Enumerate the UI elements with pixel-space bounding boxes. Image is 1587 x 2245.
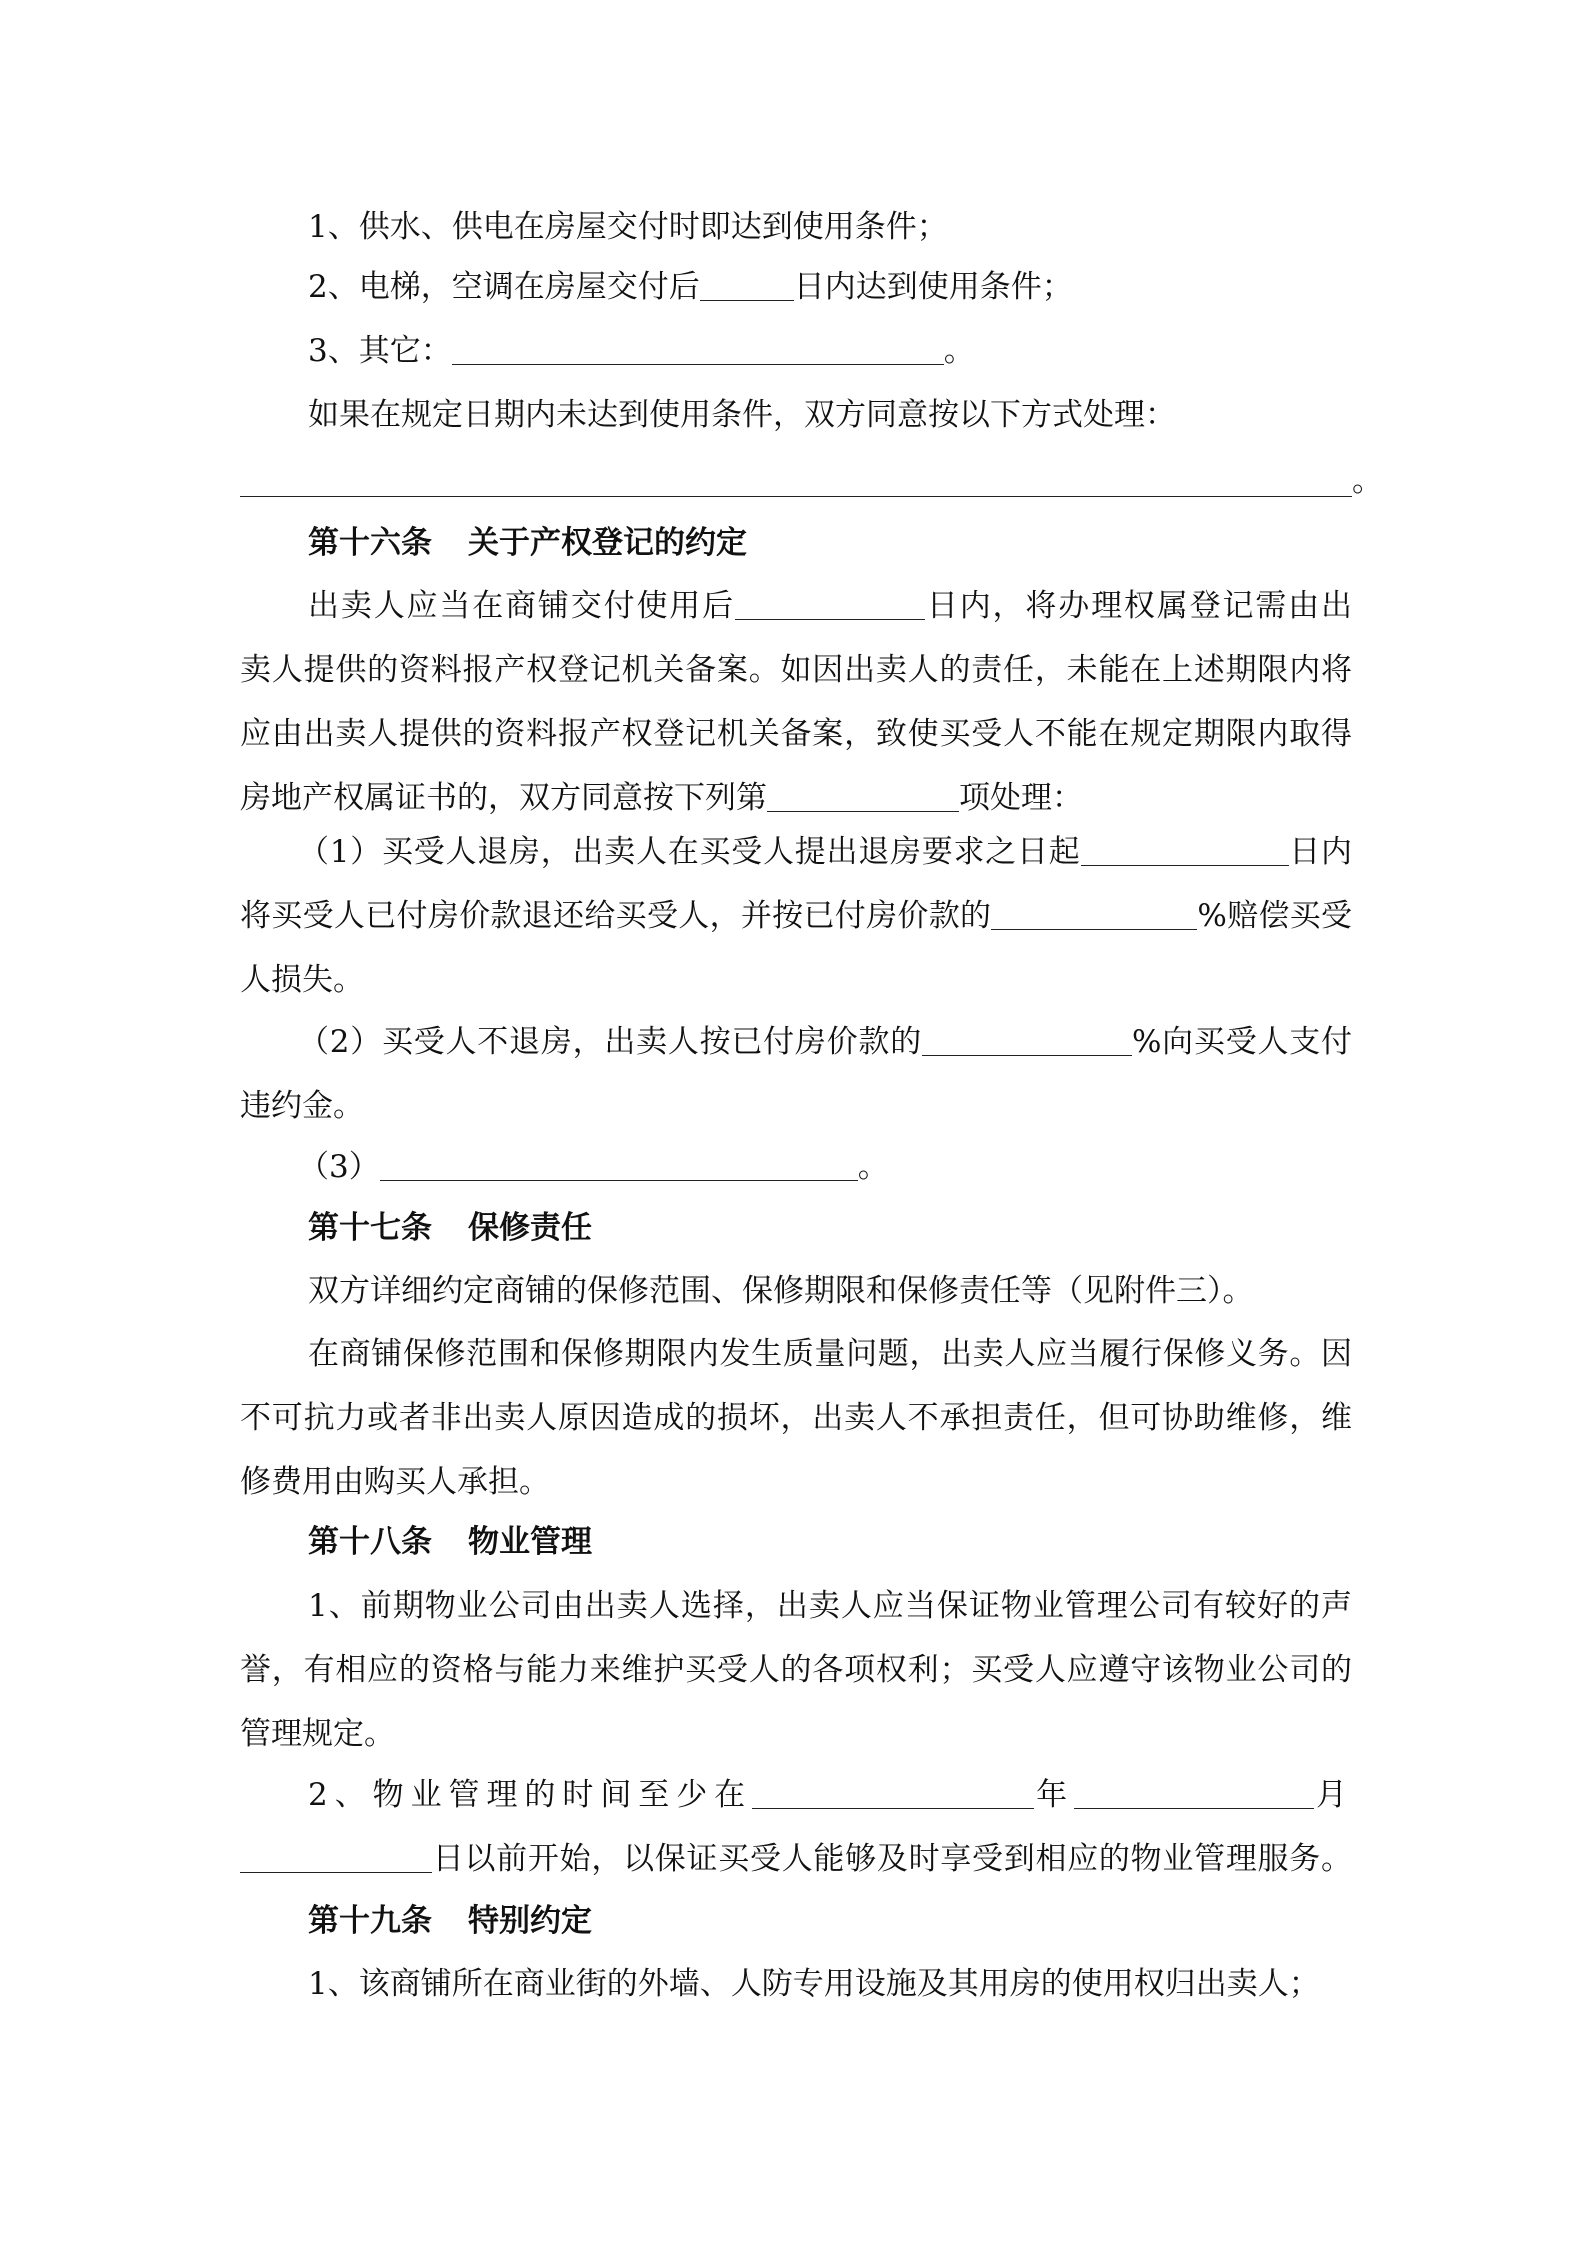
- text-line: 1、供水、供电在房屋交付时即达到使用条件；: [308, 209, 948, 245]
- fill-blank: [1081, 835, 1289, 866]
- text-segment: 3、其它：: [308, 333, 452, 369]
- fill-blank: [752, 1778, 1034, 1809]
- article-19-paragraph-1: [240, 1963, 1352, 2006]
- article-16-heading: [240, 522, 1352, 565]
- article-16-paragraph: [240, 585, 1352, 820]
- article-16-option-3: [240, 1146, 1352, 1189]
- fill-blank: [240, 1842, 432, 1873]
- article-16-option-2: [240, 1021, 1352, 1128]
- article-17-paragraph-1: [240, 1270, 1352, 1313]
- text-line: 在商铺保修范围和保修期限内发生质量问题，出卖人应当履行保修义务。因: [308, 1336, 1352, 1372]
- article-17-heading: [240, 1207, 1352, 1250]
- fill-blank: [991, 899, 1197, 930]
- article-18-heading: [240, 1521, 1352, 1564]
- text-segment: 。: [943, 333, 975, 369]
- text-segment: 项处理：: [959, 780, 1083, 816]
- text-segment: %赔偿买受: [1197, 898, 1352, 934]
- article-number: 第十七条: [308, 1210, 432, 1246]
- text-segment: 房地产权属证书的，双方同意按下列第: [240, 780, 767, 816]
- paragraph-handling-blank: [240, 460, 1383, 503]
- article-number: 第十九条: [308, 1903, 432, 1939]
- article-number: 第十八条: [308, 1524, 432, 1560]
- article-title: 保修责任: [468, 1210, 592, 1246]
- text-segment: （3）: [298, 1149, 380, 1185]
- text-line: 双方详细约定商铺的保修范围、保修期限和保修责任等（见附件三）。: [308, 1273, 1254, 1309]
- fill-blank: [380, 1150, 858, 1181]
- text-line: 修费用由购买人承担。: [240, 1464, 550, 1500]
- paragraph-other: [240, 330, 1352, 373]
- article-title: 关于产权登记的约定: [468, 525, 747, 561]
- text-line: 管理规定。: [240, 1716, 395, 1752]
- text-segment: （1）买受人退房，出卖人在买受人提出退房要求之日起: [298, 834, 1081, 870]
- article-17-paragraph-2: [240, 1333, 1352, 1504]
- text-segment: 日以前开始，以保证买受人能够及时享受到相应的物业管理服务。: [432, 1841, 1352, 1877]
- paragraph-elevator: [240, 266, 1352, 309]
- article-19-heading: [240, 1900, 1352, 1943]
- article-title: 物业管理: [468, 1524, 592, 1560]
- text-line: 如果在规定日期内未达到使用条件，双方同意按以下方式处理：: [308, 397, 1176, 433]
- fill-blank: [922, 1025, 1132, 1056]
- fill-blank: [700, 270, 794, 301]
- text-line: 违约金。: [240, 1088, 364, 1124]
- text-segment: （2）买受人不退房，出卖人按已付房价款的: [298, 1024, 922, 1060]
- text-line: 应由出卖人提供的资料报产权登记机关备案，致使买受人不能在规定期限内取得: [240, 716, 1352, 752]
- fill-blank: [735, 589, 925, 620]
- text-line: 1、前期物业公司由出卖人选择，出卖人应当保证物业管理公司有较好的声: [308, 1588, 1352, 1624]
- text-segment: 日内: [1288, 834, 1353, 870]
- text-segment: 。: [857, 1149, 889, 1185]
- text-segment: 将买受人已付房价款退还给买受人，并按已付房价款的: [240, 898, 992, 934]
- text-segment: %向买受人支付: [1131, 1024, 1352, 1060]
- text-segment: 年: [1034, 1777, 1075, 1813]
- text-line: 1、该商铺所在商业街的外墙、人防专用设施及其用房的使用权归出卖人；: [308, 1966, 1320, 2002]
- fill-blank: [767, 781, 959, 812]
- article-title: 特别约定: [468, 1903, 592, 1939]
- article-18-paragraph-2: [240, 1774, 1352, 1881]
- text-line: 人损失。: [240, 962, 364, 998]
- article-18-paragraph-1: [240, 1585, 1352, 1756]
- fill-blank: [452, 334, 944, 365]
- fill-blank: [1074, 1778, 1314, 1809]
- article-16-option-1: [240, 831, 1352, 1002]
- text-segment: 月: [1314, 1777, 1352, 1813]
- text-segment: 。: [1352, 463, 1383, 499]
- article-number: 第十六条: [308, 525, 432, 561]
- paragraph-conditions: [240, 206, 1352, 249]
- text-segment: 2、电梯，空调在房屋交付后: [308, 269, 700, 305]
- text-segment: 日内达到使用条件；: [793, 269, 1073, 305]
- text-segment: 日内，将办理权属登记需由出: [925, 588, 1352, 624]
- text-line: 不可抗力或者非出卖人原因造成的损坏，出卖人不承担责任，但可协助维修，维: [240, 1400, 1352, 1436]
- paragraph-handling: [240, 394, 1352, 437]
- text-segment: 出卖人应当在商铺交付使用后: [308, 588, 735, 624]
- text-segment: 2、物业管理的时间至少在: [308, 1777, 753, 1813]
- text-line: 卖人提供的资料报产权登记机关备案。如因出卖人的责任，未能在上述期限内将: [240, 652, 1352, 688]
- fill-blank: [240, 466, 1352, 497]
- text-line: 誉，有相应的资格与能力来维护买受人的各项权利；买受人应遵守该物业公司的: [240, 1652, 1352, 1688]
